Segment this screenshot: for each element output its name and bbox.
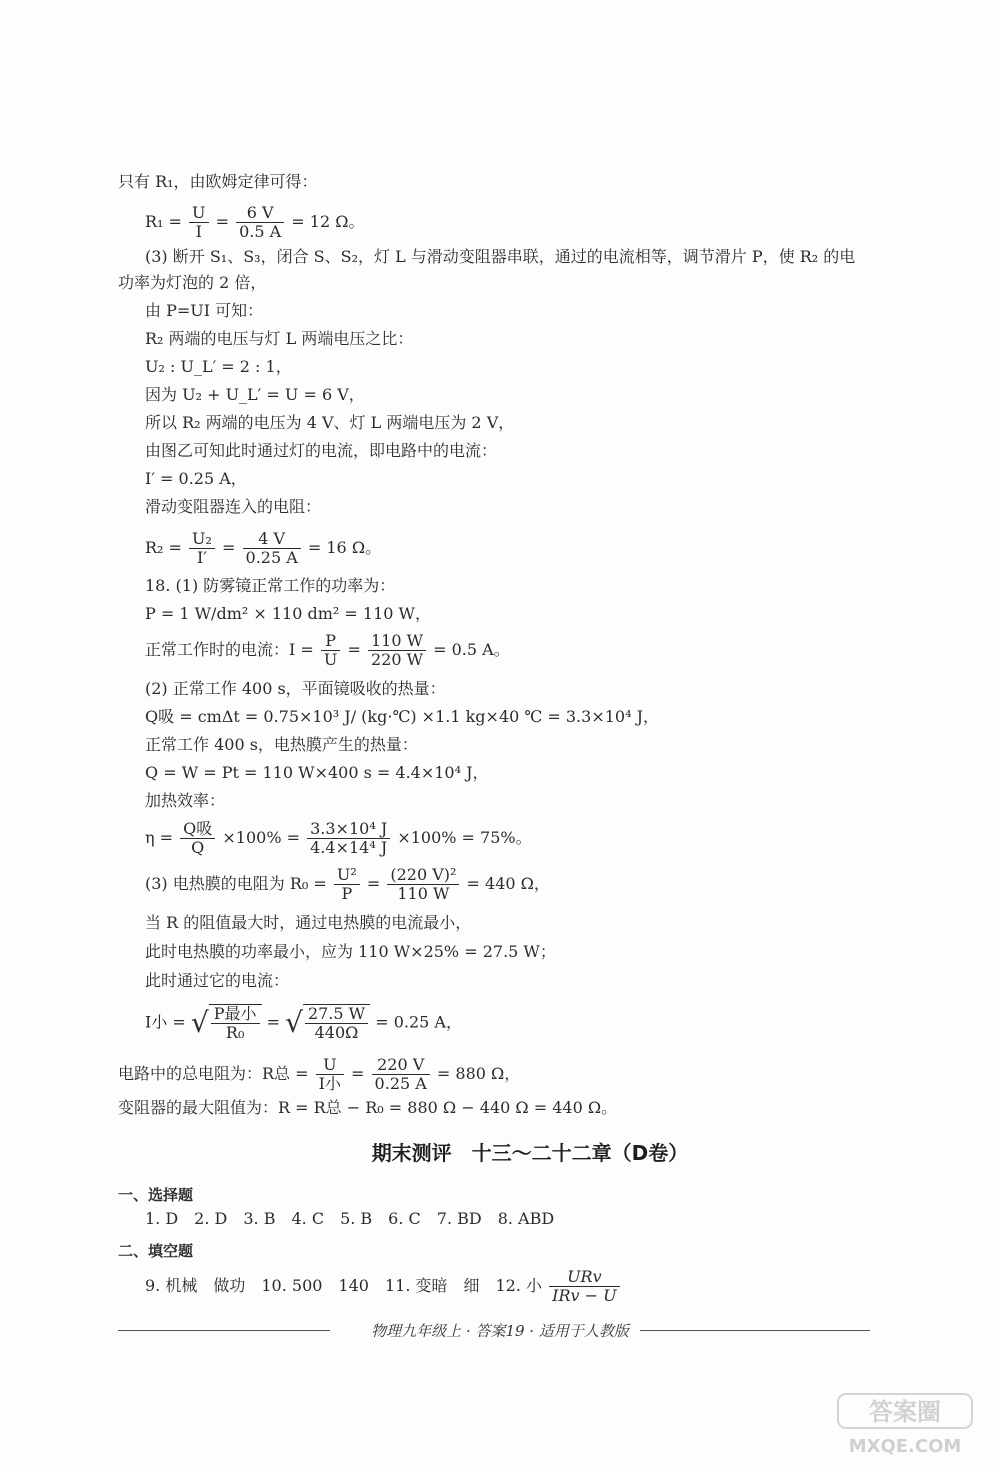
numerator: U₂ (189, 530, 215, 549)
numerator: URv (549, 1268, 619, 1287)
text-line: 变阻器的最大阻值为：R = R总 − R₀ = 880 Ω − 440 Ω = 440 Ω。 (118, 1098, 618, 1117)
fraction (387, 866, 459, 903)
text-line: 18. (1) 防雾镜正常工作的功率为： (145, 576, 396, 595)
text-line: 此时通过它的电流： (145, 971, 290, 990)
text-line: Q吸 = cmΔt = 0.75×10³ J/ (kg·℃) ×1.1 kg×40 ℃ = 3.3×10⁴ J， (145, 707, 659, 726)
text-line: 由图乙可知此时通过灯的电流，即电路中的电流： (145, 441, 498, 460)
fraction (243, 530, 301, 567)
footer-text: 物理九年级上 · 答案19 · 适用于人教版 (365, 1322, 635, 1340)
numerator: Q吸 (180, 820, 215, 839)
formula-lhs: R₂ = (145, 538, 188, 557)
numerator: U (189, 204, 208, 223)
formula-min-current (145, 1004, 462, 1042)
section-title: 一、选择题 (118, 1186, 194, 1204)
numerator: P (321, 632, 340, 651)
fraction (180, 820, 215, 857)
text-line: P = 1 W/dm² × 110 dm² = 110 W， (145, 604, 431, 623)
denominator: I′ (197, 548, 207, 567)
numerator: U² (334, 866, 360, 885)
text-line: (2) 正常工作 400 s，平面镜吸收的热量： (145, 679, 446, 698)
fraction (236, 204, 284, 241)
denominator: 0.25 A (374, 1074, 427, 1093)
fraction (305, 1005, 368, 1042)
formula-result: = 880 Ω， (431, 1064, 521, 1083)
formula-total-resistance (118, 1056, 520, 1093)
fraction (316, 1056, 344, 1093)
equals: = (342, 640, 366, 659)
watermark-logo-text: 答案圈 (869, 1398, 941, 1426)
watermark-logo (830, 1390, 980, 1460)
denominator: 4.4×14⁴ J (310, 838, 388, 857)
denominator: 220 W (370, 650, 424, 669)
text-line: 因为 U₂ + U_L′ = U = 6 V， (145, 385, 365, 404)
denominator: P (341, 884, 353, 903)
formula-lhs: 正常工作时的电流：I = (145, 640, 319, 659)
numerator: 3.3×10⁴ J (307, 820, 390, 839)
numerator: (220 V)² (387, 866, 459, 885)
section-heading: 期末测评 十三～二十二章（D卷） (371, 1141, 689, 1165)
text-line: 此时电热膜的功率最小，应为 110 W×25% = 27.5 W； (145, 942, 556, 961)
fraction (372, 1056, 430, 1093)
watermark-url: MXQE.COM (848, 1436, 962, 1457)
formula-mid: ×100% = (217, 828, 306, 847)
numerator: 4 V (243, 530, 301, 549)
formula-result: = 16 Ω。 (302, 538, 382, 557)
formula-result: = 0.5 A。 (428, 640, 510, 659)
numerator: 220 V (372, 1056, 430, 1075)
text-line: 正常工作 400 s，电热膜产生的热量： (145, 735, 418, 754)
text-line: R₂ 两端的电压与灯 L 两端电压之比： (145, 329, 414, 348)
formula-lhs: I小 = (145, 1012, 191, 1032)
page-footer (0, 1320, 1000, 1341)
text-line: U₂ : U_L′ = 2 : 1， (145, 357, 292, 376)
text-line: Q = W = Pt = 110 W×400 s = 4.4×10⁴ J， (145, 763, 489, 782)
text-line: 功率为灯泡的 2 倍， (118, 273, 267, 292)
denominator: U (323, 650, 338, 669)
fill-answers-text: 9. 机械 做功 10. 500 140 11. 变暗 细 12. 小 (145, 1276, 543, 1295)
section-title: 二、填空题 (118, 1242, 194, 1260)
formula-result: ×100% = 75%。 (392, 828, 532, 847)
radical-sign-icon: √ (190, 1006, 209, 1039)
text-line: (3) 断开 S₁、S₃，闭合 S、S₂，灯 L 与滑动变阻器串联，通过的电流相等，调节滑片 P，使 R₂ 的电 (145, 247, 856, 266)
formula-current (145, 632, 510, 669)
equals: = (216, 538, 241, 557)
formula-r2 (145, 530, 381, 567)
text-line: I′ = 0.25 A， (145, 469, 247, 488)
text-line: 所以 R₂ 两端的电压为 4 V、灯 L 两端电压为 2 V， (145, 413, 515, 432)
formula-result: = 12 Ω。 (286, 212, 365, 231)
numerator: 110 W (368, 632, 426, 651)
radical-sign-icon: √ (285, 1006, 303, 1039)
formula-lhs: (3) 电热膜的电阻为 R₀ = (145, 874, 332, 893)
equals: = (210, 212, 235, 231)
denominator: 440Ω (314, 1023, 359, 1042)
equals: = (345, 1064, 370, 1083)
text-line: 由 P=UI 可知： (145, 301, 264, 320)
fill-answers (145, 1268, 622, 1305)
fraction (334, 866, 360, 903)
formula-lhs: 电路中的总电阻为：R总 = (118, 1064, 314, 1083)
denominator: I (195, 222, 202, 241)
square-root (191, 1004, 262, 1042)
text-line: 加热效率： (145, 791, 226, 810)
fraction (211, 1005, 260, 1042)
formula-lhs: η = (145, 828, 179, 847)
formula-resistance (145, 866, 550, 903)
fraction (549, 1268, 619, 1305)
denominator: 0.25 A (245, 548, 298, 567)
text-line: 当 R 的阻值最大时，通过电热膜的电流最小， (145, 913, 472, 932)
numerator: 27.5 W (305, 1005, 368, 1024)
fraction (368, 632, 426, 669)
equals: = (361, 874, 386, 893)
formula-r1 (145, 204, 365, 241)
denominator: I小 (318, 1074, 341, 1093)
numerator: P最小 (211, 1005, 260, 1024)
denominator: IRv − U (552, 1286, 617, 1305)
denominator: R₀ (225, 1023, 245, 1042)
formula-lhs: R₁ = (145, 212, 188, 231)
denominator: Q (191, 838, 205, 857)
text-line: 滑动变阻器连入的电阻： (145, 497, 322, 516)
formula-result: = 0.25 A， (370, 1012, 462, 1032)
numerator: 6 V (236, 204, 284, 223)
fraction (189, 204, 208, 241)
formula-efficiency (145, 820, 532, 857)
numerator: U (316, 1056, 344, 1075)
equals: = (261, 1012, 286, 1032)
text-line: 只有 R₁，由欧姆定律可得： (118, 172, 318, 191)
fraction (321, 632, 340, 669)
square-root (285, 1004, 370, 1042)
denominator: 110 W (397, 884, 450, 903)
choice-answers: 1. D 2. D 3. B 4. C 5. B 6. C 7. BD 8. ABD (145, 1209, 555, 1228)
fraction (307, 820, 390, 857)
formula-result: = 440 Ω， (461, 874, 550, 893)
watermark-logo-icon (830, 1390, 980, 1460)
fraction (189, 530, 215, 567)
denominator: 0.5 A (239, 222, 282, 241)
